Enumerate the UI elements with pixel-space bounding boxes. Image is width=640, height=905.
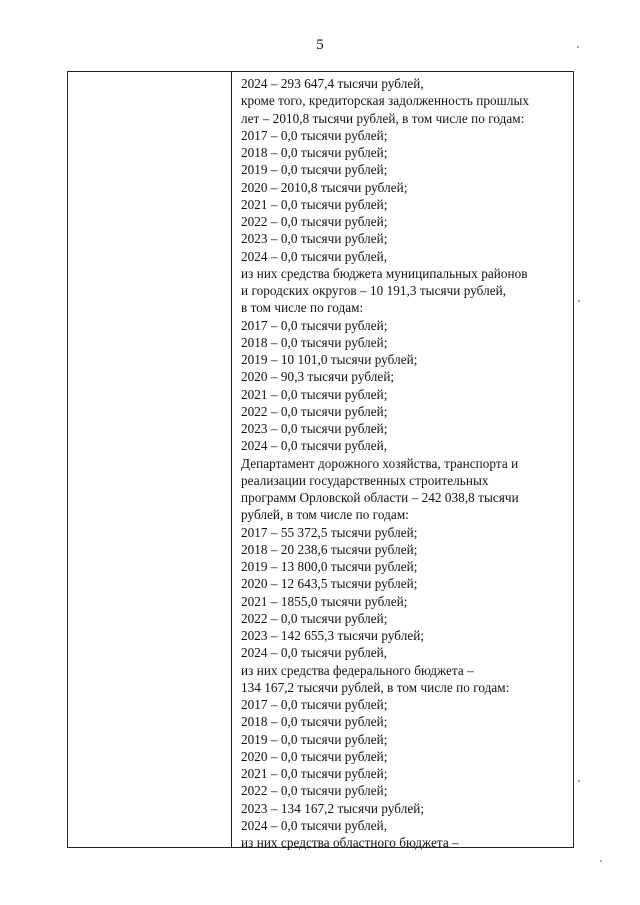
text-line: кроме того, кредиторская задолженность прошлых xyxy=(241,93,530,109)
text-line: 2020 – 0,0 тысячи рублей; xyxy=(241,748,388,764)
text-line: 2017 – 0,0 тысячи рублей; xyxy=(241,697,388,712)
text-line: реализации государственных строительных xyxy=(241,472,489,488)
text-line: лет – 2010,8 тысячи рублей, в том числе по годам: xyxy=(241,110,525,126)
text-line: 2024 – 0,0 тысячи рублей, xyxy=(241,645,388,661)
text-line: 2023 – 0,0 тысячи рублей; xyxy=(241,231,388,247)
text-line: 2020 – 2010,8 тысячи рублей; xyxy=(241,179,408,195)
text-line: в том числе по годам: xyxy=(241,300,364,316)
text-line: и городских округов – 10 191,3 тысячи рублей, xyxy=(241,283,507,298)
table-right-cell xyxy=(241,75,571,851)
text-line: 2024 – 0,0 тысячи рублей, xyxy=(241,438,388,454)
text-line: 2022 – 0,0 тысячи рублей; xyxy=(241,214,388,229)
text-line: 2019 – 0,0 тысячи рублей; xyxy=(241,162,388,178)
text-line: 2024 – 0,0 тысячи рублей, xyxy=(241,817,388,833)
text-line: 2021 – 1855,0 тысячи рублей; xyxy=(241,593,408,609)
text-line: 2019 – 13 800,0 тысячи рублей; xyxy=(241,559,418,574)
budget-table xyxy=(67,71,574,848)
text-line: 2017 – 0,0 тысячи рублей; xyxy=(241,317,388,333)
text-line: 2019 – 10 101,0 тысячи рублей; xyxy=(241,352,418,367)
text-line: 2019 – 0,0 тысячи рублей; xyxy=(241,731,388,747)
text-line: программ Орловской области – 242 038,8 тысячи xyxy=(241,490,519,505)
text-line: 2023 – 134 167,2 тысячи рублей; xyxy=(241,800,425,816)
scan-speck xyxy=(578,780,580,782)
scan-speck xyxy=(578,300,580,302)
table-left-cell xyxy=(68,72,231,847)
text-line: 2021 – 0,0 тысячи рублей; xyxy=(241,766,388,781)
text-line: 134 167,2 тысячи рублей, в том числе по годам: xyxy=(241,679,510,695)
page-number: 5 xyxy=(316,37,324,53)
text-line: из них средства бюджета муниципальных районов xyxy=(241,265,528,281)
text-line: 2022 – 0,0 тысячи рублей; xyxy=(241,783,388,799)
text-line: из них средства областного бюджета – xyxy=(241,835,459,850)
text-line: 2018 – 20 238,6 тысячи рублей; xyxy=(241,541,418,557)
text-line: 2018 – 0,0 тысячи рублей; xyxy=(241,334,388,350)
column-divider xyxy=(231,72,232,847)
text-line: 2022 – 0,0 тысячи рублей; xyxy=(241,403,388,419)
scan-speck xyxy=(600,860,602,862)
text-line: 2023 – 142 655,3 тысячи рублей; xyxy=(241,628,425,643)
text-line: рублей, в том числе по годам: xyxy=(241,507,409,523)
text-line: 2020 – 12 643,5 тысячи рублей; xyxy=(241,576,418,592)
text-line: 2022 – 0,0 тысячи рублей; xyxy=(241,610,388,626)
text-line: 2018 – 0,0 тысячи рублей; xyxy=(241,145,388,160)
text-line: из них средства федерального бюджета – xyxy=(241,662,474,678)
scan-speck xyxy=(577,46,579,48)
text-line: Департамент дорожного хозяйства, транспорта и xyxy=(241,455,519,471)
text-line: 2024 – 0,0 тысячи рублей, xyxy=(241,248,388,264)
text-line: 2024 – 293 647,4 тысячи рублей, xyxy=(241,76,424,91)
text-line: 2018 – 0,0 тысячи рублей; xyxy=(241,714,388,730)
text-line: 2021 – 0,0 тысячи рублей; xyxy=(241,196,388,212)
text-line: 2020 – 90,3 тысячи рублей; xyxy=(241,369,395,385)
text-line: 2017 – 55 372,5 тысячи рублей; xyxy=(241,524,418,540)
text-line: 2023 – 0,0 тысячи рублей; xyxy=(241,421,388,436)
text-line: 2021 – 0,0 тысячи рублей; xyxy=(241,386,388,402)
text-line: 2017 – 0,0 тысячи рублей; xyxy=(241,127,388,143)
